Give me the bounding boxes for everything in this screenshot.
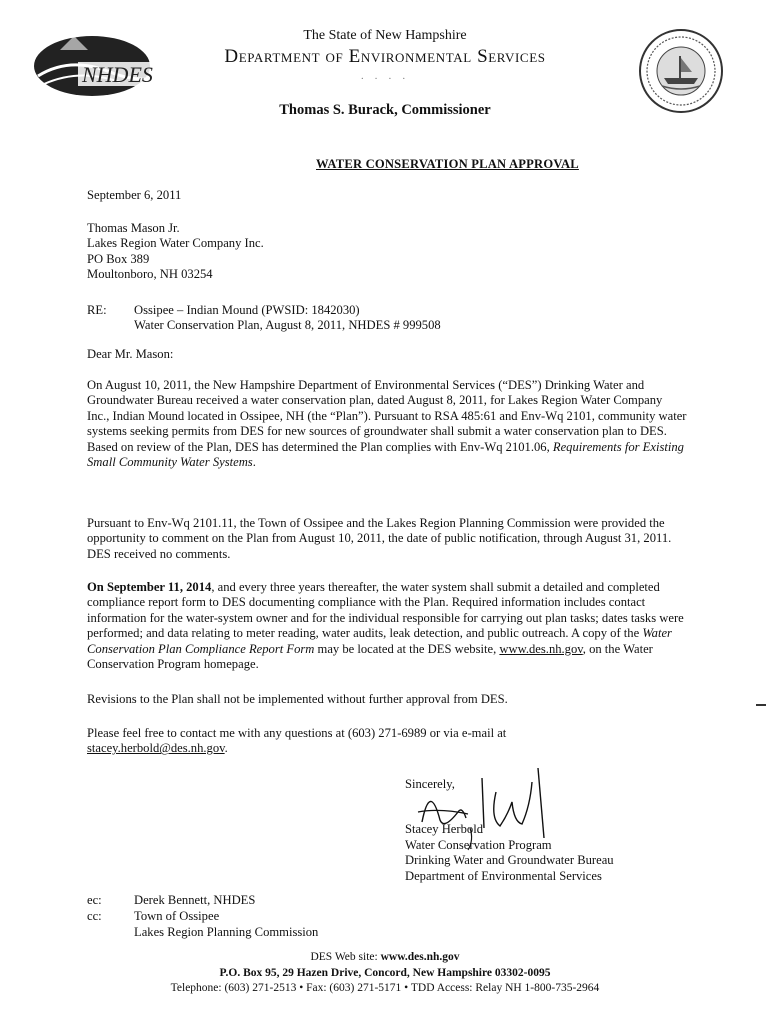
footer-web-label: DES Web site: bbox=[310, 951, 381, 963]
cc-value: Lakes Region Planning Commission bbox=[134, 925, 319, 939]
signature-block bbox=[405, 777, 614, 884]
paragraph-1-end: . bbox=[252, 455, 256, 470]
paragraph-3-text1: , and every three years thereafter, the water system shall submit a detailed and completed compliance report form to DES documenting compliance with the Plan. Required information includes contact information for the water-system owner and for the individual responsible for carrying out plan tasks; dates tasks were performed; and data relating to meter reading, water audits, leak detection, and public outreach. A copy of the bbox=[87, 580, 684, 641]
salutation: Dear Mr. Mason: bbox=[87, 347, 174, 361]
letter-title: WATER CONSERVATION PLAN APPROVAL bbox=[316, 157, 579, 171]
re-subject bbox=[134, 303, 441, 334]
cc-label: cc: bbox=[87, 909, 102, 923]
des-website-link[interactable]: www.des.nh.gov bbox=[499, 641, 583, 656]
logo-text: NHDES bbox=[82, 62, 153, 87]
paragraph-2-text: Pursuant to Env-Wq 2101.11, the Town of Ossipee and the Lakes Region Planning Commission were provided the opportunity to comment on the Plan from August 10, 2011, the date of public notification, through August 31, 2011. DES received no comments. bbox=[87, 516, 672, 561]
footer-phones: Telephone: (603) 271-2513 • Fax: (603) 271-5171 • TDD Access: Relay NH 1-800-735-2964 bbox=[170, 982, 600, 994]
department-name: Department of Environmental Services bbox=[224, 46, 546, 67]
recipient-line: Moultonboro, NH 03254 bbox=[87, 267, 213, 282]
paragraph-4-text: Revisions to the Plan shall not be implemented without further approval from DES. bbox=[87, 692, 508, 706]
paragraph-1-italic: Requirements for Existing Small Community Water Systems bbox=[87, 439, 684, 470]
signer-name: Stacey Herbold bbox=[405, 822, 483, 837]
paragraph-1 bbox=[87, 378, 687, 470]
state-line: The State of New Hampshire bbox=[303, 28, 467, 43]
re-line: Water Conservation Plan, August 8, 2011, NHDES # 999508 bbox=[134, 318, 441, 333]
paragraph-3 bbox=[87, 580, 687, 672]
paragraph-3-text3: , on the Water Conservation Program homepage. bbox=[87, 641, 653, 672]
commissioner-name: Thomas S. Burack, Commissioner bbox=[279, 102, 491, 118]
paragraph-3-bold: On September 11, 2014 bbox=[87, 580, 212, 594]
cc-value: Derek Bennett, NHDES bbox=[134, 893, 256, 907]
cc-value: Town of Ossipee bbox=[134, 909, 220, 923]
recipient-address bbox=[87, 221, 264, 283]
letter-date: September 6, 2011 bbox=[87, 188, 182, 202]
signer-program: Water Conservation Program bbox=[405, 837, 552, 852]
paragraph-4 bbox=[87, 692, 687, 707]
signer-department: Department of Environmental Services bbox=[405, 868, 602, 883]
footer-website bbox=[0, 950, 770, 965]
footer-web-link[interactable]: www.des.nh.gov bbox=[380, 951, 460, 963]
recipient-line: Lakes Region Water Company Inc. bbox=[87, 236, 264, 251]
footer-address: P.O. Box 95, 29 Hazen Drive, Concord, New Hampshire 03302-0095 bbox=[219, 967, 551, 979]
paragraph-5-text: Please feel free to contact me with any questions at (603) 271-6989 or via e-mail at bbox=[87, 726, 507, 740]
email-link[interactable]: stacey.herbold@des.nh.gov bbox=[87, 741, 225, 756]
margin-mark bbox=[756, 704, 766, 706]
paragraph-3-italic: Water Conservation Plan Compliance Report Form bbox=[87, 626, 672, 656]
paragraph-1-text: On August 10, 2011, the New Hampshire Department of Environmental Services (“DES”) Drinking Water and Groundwater Bureau received a water conservation plan, dated August 8, 2011, for Lakes Region Water Company Inc., Indian Mound located in Ossipee, NH (the “Plan”). Pursuant to RSA 485:61 and Env-Wq 2101, community water systems seeking permits from DES for new sources of groundwater shall submit a water conservation plan to DES. Based on review of the Plan, DES has determined the Plan complies with Env-Wq 2101.06, bbox=[87, 378, 687, 454]
paragraph-2 bbox=[87, 516, 687, 562]
re-label: RE: bbox=[87, 303, 107, 317]
divider-dots: · · · · bbox=[360, 74, 410, 85]
cc-label: ec: bbox=[87, 893, 102, 907]
signer-bureau: Drinking Water and Groundwater Bureau bbox=[405, 853, 614, 868]
paragraph-5-end: . bbox=[224, 741, 228, 756]
recipient-line: Thomas Mason Jr. bbox=[87, 221, 180, 235]
paragraph-5 bbox=[87, 726, 687, 757]
re-line: Ossipee – Indian Mound (PWSID: 1842030) bbox=[134, 303, 360, 317]
recipient-line: PO Box 389 bbox=[87, 251, 150, 266]
paragraph-3-text2: may be located at the DES website, bbox=[314, 641, 500, 656]
closing: Sincerely, bbox=[405, 777, 455, 791]
